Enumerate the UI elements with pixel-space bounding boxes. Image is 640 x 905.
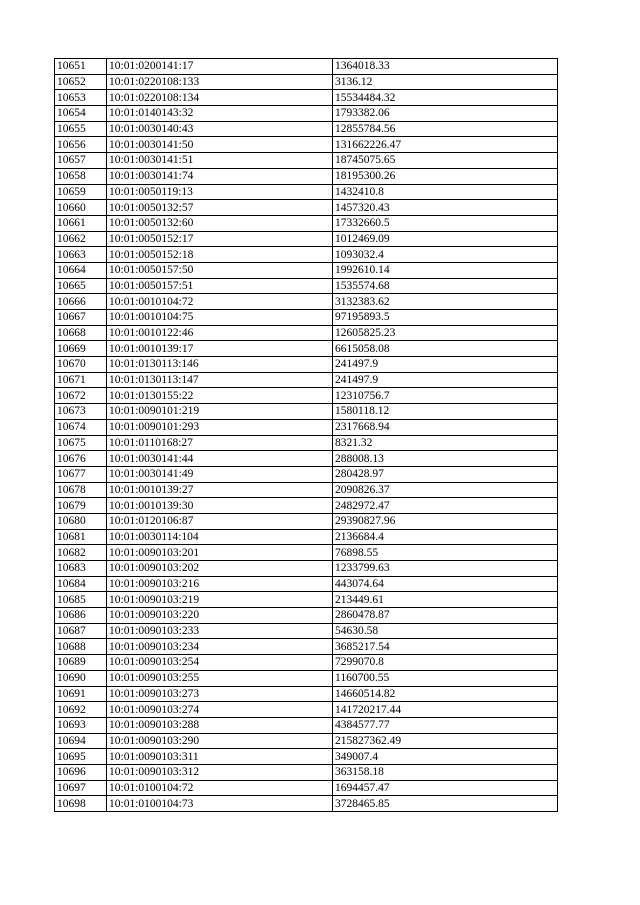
value-cell: 141720217.44 — [333, 702, 558, 718]
table-row — [55, 623, 558, 639]
row-number-cell: 10695 — [55, 749, 107, 765]
row-number-cell: 10651 — [55, 59, 107, 75]
value-cell: 18745075.65 — [333, 153, 558, 169]
row-number-cell: 10676 — [55, 451, 107, 467]
cadastral-number-cell: 10:01:0030141:74 — [107, 168, 333, 184]
table-row — [55, 404, 558, 420]
row-number-cell: 10696 — [55, 764, 107, 780]
value-cell: 1580118.12 — [333, 404, 558, 420]
table-row — [55, 686, 558, 702]
row-number-cell: 10697 — [55, 780, 107, 796]
row-number-cell: 10692 — [55, 702, 107, 718]
row-number-cell: 10689 — [55, 655, 107, 671]
row-number-cell: 10690 — [55, 670, 107, 686]
value-cell: 241497.9 — [333, 372, 558, 388]
table-row — [55, 764, 558, 780]
cadastral-number-cell: 10:01:0220108:133 — [107, 74, 333, 90]
value-cell: 29390827.96 — [333, 513, 558, 529]
cadastral-number-cell: 10:01:0050132:57 — [107, 200, 333, 216]
cadastral-number-cell: 10:01:0090103:254 — [107, 655, 333, 671]
table-row — [55, 498, 558, 514]
cadastral-number-cell: 10:01:0090103:201 — [107, 545, 333, 561]
table-row — [55, 388, 558, 404]
table-row — [55, 200, 558, 216]
table-row — [55, 168, 558, 184]
value-cell: 2090826.37 — [333, 482, 558, 498]
table-row — [55, 670, 558, 686]
cadastral-number-cell: 10:01:0090103:202 — [107, 561, 333, 577]
table-row — [55, 780, 558, 796]
cadastral-number-cell: 10:01:0010104:75 — [107, 310, 333, 326]
cadastral-number-cell: 10:01:0090101:219 — [107, 404, 333, 420]
cadastral-number-cell: 10:01:0130113:146 — [107, 357, 333, 373]
row-number-cell: 10663 — [55, 247, 107, 263]
table-row — [55, 482, 558, 498]
cadastral-number-cell: 10:01:0050119:13 — [107, 184, 333, 200]
value-cell: 1535574.68 — [333, 278, 558, 294]
cadastral-number-cell: 10:01:0050157:51 — [107, 278, 333, 294]
row-number-cell: 10682 — [55, 545, 107, 561]
table-row — [55, 608, 558, 624]
value-cell: 1694457.47 — [333, 780, 558, 796]
table-row — [55, 733, 558, 749]
table-row — [55, 153, 558, 169]
row-number-cell: 10653 — [55, 90, 107, 106]
value-cell: 213449.61 — [333, 592, 558, 608]
value-cell: 215827362.49 — [333, 733, 558, 749]
value-cell: 1992610.14 — [333, 262, 558, 278]
value-cell: 4384577.77 — [333, 717, 558, 733]
cadastral-number-cell: 10:01:0090103:273 — [107, 686, 333, 702]
table-row — [55, 702, 558, 718]
cadastral-number-cell: 10:01:0030140:43 — [107, 121, 333, 137]
value-cell: 3685217.54 — [333, 639, 558, 655]
cadastral-number-cell: 10:01:0090103:311 — [107, 749, 333, 765]
value-cell: 76898.55 — [333, 545, 558, 561]
cadastral-number-cell: 10:01:0050152:17 — [107, 231, 333, 247]
table-row — [55, 372, 558, 388]
table-row — [55, 466, 558, 482]
value-cell: 8321.32 — [333, 435, 558, 451]
value-cell: 363158.18 — [333, 764, 558, 780]
value-cell: 6615058.08 — [333, 341, 558, 357]
table-row — [55, 561, 558, 577]
cadastral-number-cell: 10:01:0130155:22 — [107, 388, 333, 404]
row-number-cell: 10657 — [55, 153, 107, 169]
cadastral-number-cell: 10:01:0090103:274 — [107, 702, 333, 718]
cadastral-number-cell: 10:01:0030141:51 — [107, 153, 333, 169]
table-row — [55, 278, 558, 294]
table-row — [55, 74, 558, 90]
row-number-cell: 10683 — [55, 561, 107, 577]
row-number-cell: 10666 — [55, 294, 107, 310]
table-row — [55, 513, 558, 529]
value-cell: 12855784.56 — [333, 121, 558, 137]
table-row — [55, 717, 558, 733]
value-cell: 97195893.5 — [333, 310, 558, 326]
row-number-cell: 10679 — [55, 498, 107, 514]
value-cell: 1432410.8 — [333, 184, 558, 200]
cadastral-number-cell: 10:01:0010122:46 — [107, 325, 333, 341]
row-number-cell: 10673 — [55, 404, 107, 420]
cadastral-number-cell: 10:01:0090103:290 — [107, 733, 333, 749]
table-row — [55, 357, 558, 373]
row-number-cell: 10675 — [55, 435, 107, 451]
value-cell: 14660514.82 — [333, 686, 558, 702]
table-row — [55, 106, 558, 122]
value-cell: 349007.4 — [333, 749, 558, 765]
table-row — [55, 341, 558, 357]
value-cell: 280428.97 — [333, 466, 558, 482]
value-cell: 12310756.7 — [333, 388, 558, 404]
row-number-cell: 10654 — [55, 106, 107, 122]
value-cell: 3728465.85 — [333, 796, 558, 812]
value-cell: 1012469.09 — [333, 231, 558, 247]
row-number-cell: 10664 — [55, 262, 107, 278]
table-row — [55, 639, 558, 655]
table-body — [55, 59, 558, 812]
row-number-cell: 10693 — [55, 717, 107, 733]
value-cell: 2136684.4 — [333, 529, 558, 545]
cadastral-number-cell: 10:01:0100104:72 — [107, 780, 333, 796]
table-row — [55, 749, 558, 765]
value-cell: 3136.12 — [333, 74, 558, 90]
row-number-cell: 10694 — [55, 733, 107, 749]
value-cell: 2482972.47 — [333, 498, 558, 514]
value-cell: 18195300.26 — [333, 168, 558, 184]
table-row — [55, 247, 558, 263]
row-number-cell: 10674 — [55, 419, 107, 435]
row-number-cell: 10661 — [55, 215, 107, 231]
cadastral-number-cell: 10:01:0090103:312 — [107, 764, 333, 780]
value-cell: 288008.13 — [333, 451, 558, 467]
row-number-cell: 10652 — [55, 74, 107, 90]
row-number-cell: 10678 — [55, 482, 107, 498]
table-row — [55, 325, 558, 341]
row-number-cell: 10667 — [55, 310, 107, 326]
value-cell: 1233799.63 — [333, 561, 558, 577]
cadastral-number-cell: 10:01:0030141:44 — [107, 451, 333, 467]
cadastral-number-cell: 10:01:0050152:18 — [107, 247, 333, 263]
table-row — [55, 59, 558, 75]
row-number-cell: 10686 — [55, 608, 107, 624]
cadastral-number-cell: 10:01:0010139:30 — [107, 498, 333, 514]
cadastral-number-cell: 10:01:0030141:49 — [107, 466, 333, 482]
table-row — [55, 592, 558, 608]
table-row — [55, 231, 558, 247]
row-number-cell: 10658 — [55, 168, 107, 184]
table-row — [55, 121, 558, 137]
row-number-cell: 10677 — [55, 466, 107, 482]
cadastral-number-cell: 10:01:0140143:32 — [107, 106, 333, 122]
row-number-cell: 10698 — [55, 796, 107, 812]
value-cell: 241497.9 — [333, 357, 558, 373]
row-number-cell: 10660 — [55, 200, 107, 216]
value-cell: 1160700.55 — [333, 670, 558, 686]
table-row — [55, 419, 558, 435]
row-number-cell: 10680 — [55, 513, 107, 529]
value-cell: 1793382.06 — [333, 106, 558, 122]
cadastral-number-cell: 10:01:0010139:17 — [107, 341, 333, 357]
value-cell: 1093032.4 — [333, 247, 558, 263]
row-number-cell: 10691 — [55, 686, 107, 702]
row-number-cell: 10655 — [55, 121, 107, 137]
table-row — [55, 796, 558, 812]
cadastral-number-cell: 10:01:0120106:87 — [107, 513, 333, 529]
cadastral-number-cell: 10:01:0220108:134 — [107, 90, 333, 106]
table-row — [55, 262, 558, 278]
row-number-cell: 10656 — [55, 137, 107, 153]
table-row — [55, 545, 558, 561]
cadastral-number-cell: 10:01:0090103:216 — [107, 576, 333, 592]
cadastral-number-cell: 10:01:0090103:219 — [107, 592, 333, 608]
row-number-cell: 10665 — [55, 278, 107, 294]
table-row — [55, 435, 558, 451]
row-number-cell: 10659 — [55, 184, 107, 200]
value-cell: 1457320.43 — [333, 200, 558, 216]
cadastral-number-cell: 10:01:0090103:234 — [107, 639, 333, 655]
cadastral-number-cell: 10:01:0010139:27 — [107, 482, 333, 498]
value-cell: 443074.64 — [333, 576, 558, 592]
row-number-cell: 10669 — [55, 341, 107, 357]
value-cell: 12605825.23 — [333, 325, 558, 341]
table-row — [55, 184, 558, 200]
row-number-cell: 10685 — [55, 592, 107, 608]
table-row — [55, 137, 558, 153]
row-number-cell: 10688 — [55, 639, 107, 655]
value-cell: 15534484.32 — [333, 90, 558, 106]
row-number-cell: 10670 — [55, 357, 107, 373]
value-cell: 2860478.87 — [333, 608, 558, 624]
cadastral-number-cell: 10:01:0130113:147 — [107, 372, 333, 388]
value-cell: 7299070.8 — [333, 655, 558, 671]
table-row — [55, 529, 558, 545]
row-number-cell: 10684 — [55, 576, 107, 592]
cadastral-number-cell: 10:01:0090103:255 — [107, 670, 333, 686]
row-number-cell: 10668 — [55, 325, 107, 341]
table-row — [55, 310, 558, 326]
cadastral-number-cell: 10:01:0030114:104 — [107, 529, 333, 545]
cadastral-number-cell: 10:01:0090103:233 — [107, 623, 333, 639]
value-cell: 1364018.33 — [333, 59, 558, 75]
cadastral-number-cell: 10:01:0030141:50 — [107, 137, 333, 153]
table-row — [55, 576, 558, 592]
cadastral-number-cell: 10:01:0200141:17 — [107, 59, 333, 75]
cadastral-number-cell: 10:01:0090101:293 — [107, 419, 333, 435]
cadastral-number-cell: 10:01:0100104:73 — [107, 796, 333, 812]
row-number-cell: 10672 — [55, 388, 107, 404]
cadastral-number-cell: 10:01:0090103:288 — [107, 717, 333, 733]
cadastral-number-cell: 10:01:0090103:220 — [107, 608, 333, 624]
row-number-cell: 10662 — [55, 231, 107, 247]
cadastral-number-cell: 10:01:0010104:72 — [107, 294, 333, 310]
cadastral-number-cell: 10:01:0050157:50 — [107, 262, 333, 278]
table-row — [55, 90, 558, 106]
cadastral-number-cell: 10:01:0050132:60 — [107, 215, 333, 231]
value-cell: 54630.58 — [333, 623, 558, 639]
row-number-cell: 10681 — [55, 529, 107, 545]
value-cell: 17332660.5 — [333, 215, 558, 231]
table-row — [55, 294, 558, 310]
document-page — [54, 58, 558, 812]
row-number-cell: 10671 — [55, 372, 107, 388]
value-cell: 2317668.94 — [333, 419, 558, 435]
table-row — [55, 215, 558, 231]
cadastral-number-cell: 10:01:0110168:27 — [107, 435, 333, 451]
row-number-cell: 10687 — [55, 623, 107, 639]
value-cell: 131662226.47 — [333, 137, 558, 153]
table-row — [55, 451, 558, 467]
value-cell: 3132383.62 — [333, 294, 558, 310]
table-row — [55, 655, 558, 671]
cadastral-value-table — [54, 58, 558, 812]
